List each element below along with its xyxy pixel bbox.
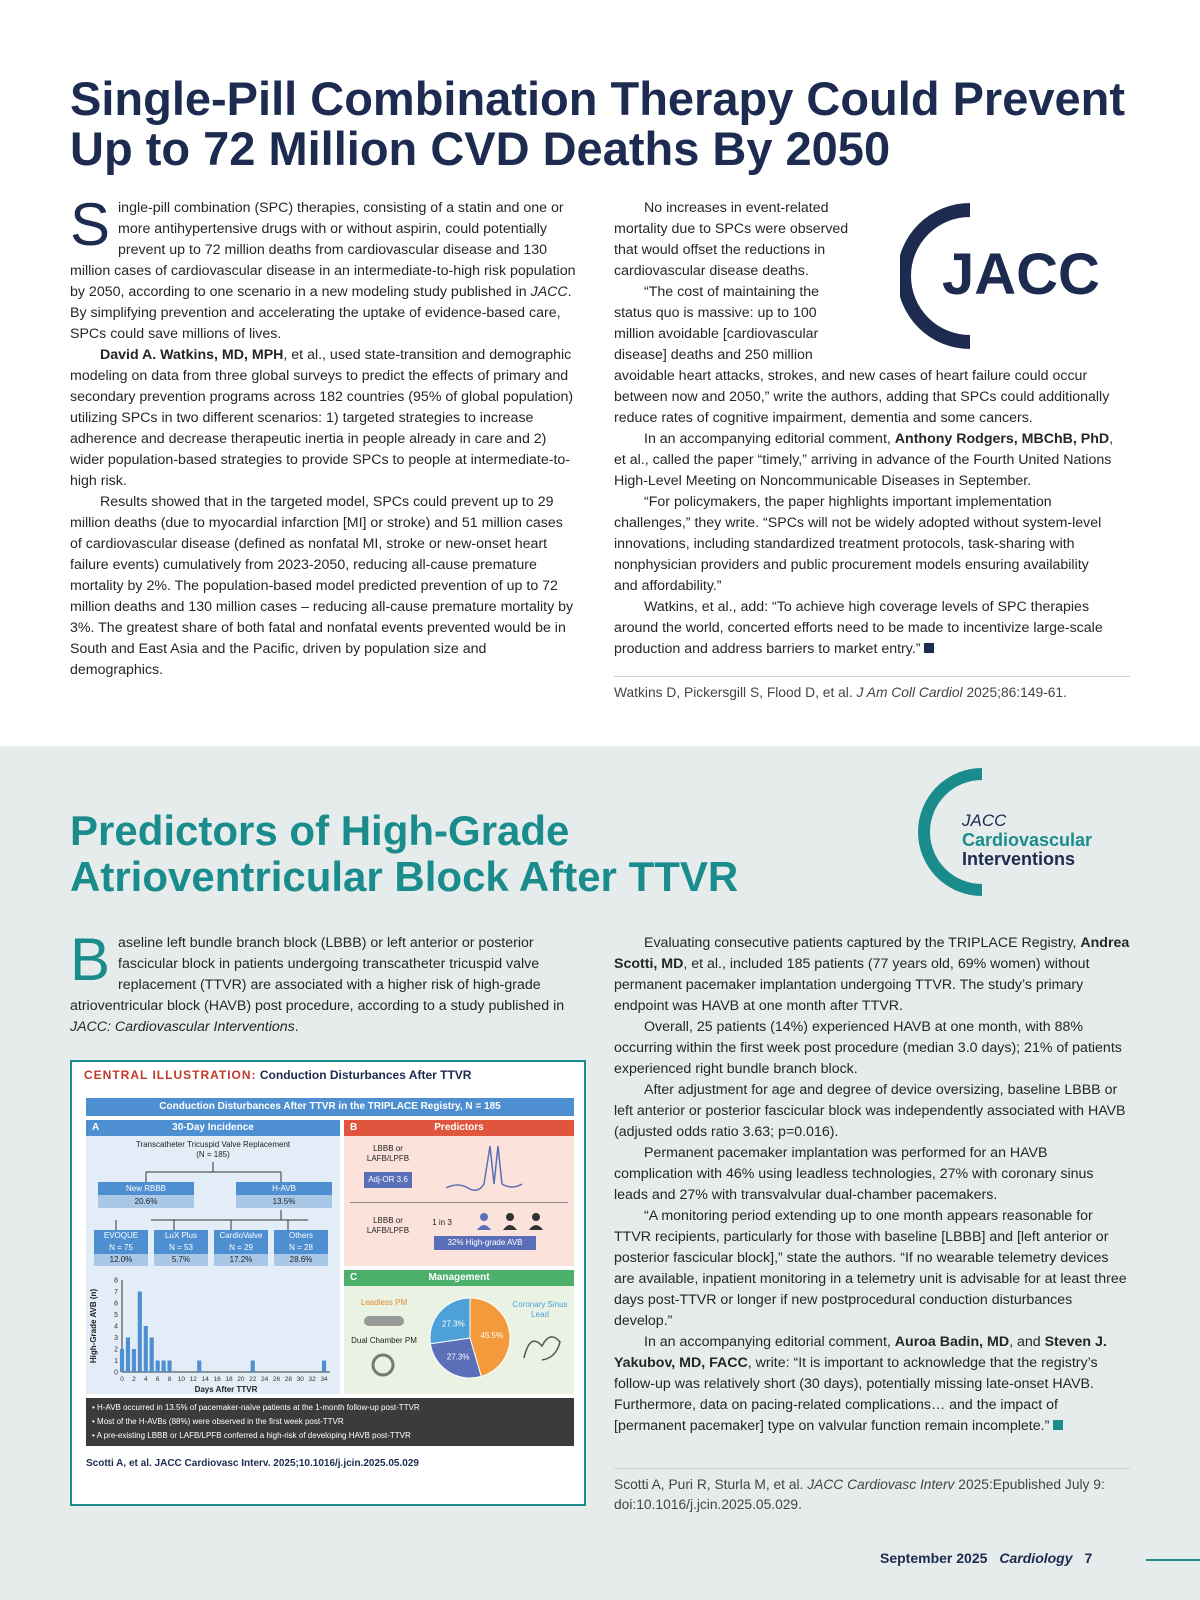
page-number: 7	[1084, 1550, 1093, 1566]
dual-chamber-pacemaker-icon	[368, 1350, 398, 1380]
issue-date: September 2025	[880, 1550, 988, 1566]
x-tick-label: 14	[201, 1376, 209, 1383]
x-tick-label: 6	[155, 1376, 160, 1383]
panel-letter: B	[350, 1122, 358, 1133]
summary-bullet: • H-AVB occurred in 13.5% of pacemaker-naïve patients at the 1-month follow-up post-TTVR	[92, 1403, 420, 1412]
logo-spacer	[854, 198, 1116, 358]
panel-c	[344, 1270, 574, 1394]
page-footer	[880, 1550, 1092, 1566]
paragraph: , et al., used state-transition and demographic modeling on data from three global surveys to predict the effects of primary and secondary prevention programs across 182 countries (95% of global population) utilizing SPCs in two different scenarios: 1) targeted strategies to increase adherence and decrease therapeutic inertia in people already in care and 2) wider population-based strategies to provide SPCs to people at intermediate-to-high risk.	[70, 347, 574, 489]
y-tick-label: 1	[114, 1358, 118, 1365]
title-bold-part: Single-Pill Combination Therapy	[70, 72, 794, 125]
x-tick-label: 0	[120, 1376, 124, 1383]
x-tick-label: 4	[143, 1376, 148, 1383]
x-tick-label: 22	[249, 1376, 257, 1383]
paragraph: Watkins, et al., add: “To achieve high coverage levels of SPC therapies around the world, concerted efforts need to be made to incentivize large-scale production and address barriers to market entry.”	[614, 599, 1103, 657]
x-tick-label: 16	[213, 1376, 221, 1383]
illustration-title-text: Conduction Disturbances After TTVR	[256, 1068, 472, 1082]
footer-rule	[1146, 1559, 1200, 1561]
device-name: EVOQUE	[94, 1230, 148, 1242]
device-name: CardioValve	[214, 1230, 268, 1242]
citation-journal: JACC Cardiovasc Interv	[807, 1477, 955, 1492]
author-name: Andrea Scotti, MD	[614, 935, 1130, 972]
root-node: Transcatheter Tricuspid Valve Replacement	[135, 1140, 291, 1149]
journal-name: JACC	[530, 284, 568, 300]
jacc-logo-text: JACC	[942, 242, 1100, 307]
y-tick-label: 3	[114, 1335, 118, 1342]
device-rate: 5.7%	[171, 1255, 191, 1264]
article-2-right-column	[614, 933, 1130, 1437]
article-2-intro	[70, 926, 586, 1038]
panel-title: Predictors	[434, 1122, 484, 1133]
pie-label: 27.3%	[446, 1352, 470, 1362]
panel-title: 30-Day Incidence	[172, 1122, 254, 1133]
x-tick-label: 30	[296, 1376, 304, 1383]
panel-b	[344, 1120, 574, 1266]
illustration-banner: Conduction Disturbances After TTVR in the TRIPLACE Registry, N = 185	[86, 1098, 574, 1116]
havb-node	[236, 1182, 332, 1208]
magazine-name: Cardiology	[999, 1550, 1073, 1566]
panel-letter: A	[92, 1122, 100, 1133]
histogram-bar	[132, 1349, 136, 1372]
x-tick-label: 2	[132, 1376, 136, 1383]
paragraph: Results showed that in the targeted model, SPCs could prevent up to 29 million deaths (due to myocardial infarction [MI] or stroke) and 51 million cases of cardiovascular disease (defined as nonfatal MI, stroke or new-onset heart failure events) cumulatively from 2023-2050, reducing all-cause premature mortality by 2%. The population-based model predicted prevention of up to 72 million deaths and 130 million cases – reducing all-cause premature mortality by 3%. The greatest share of both fatal and nonfatal events prevented would be in South and East Asia and the Pacific, driven by population size and demographics.	[70, 494, 574, 678]
central-illustration	[70, 1060, 586, 1506]
paragraph: Overall, 25 patients (14%) experienced HAVB at one month, with 88% occurring within the first week post procedure (median 3.0 days); 21% of patients experienced right bundle branch block.	[614, 1019, 1122, 1077]
histogram-bar	[251, 1361, 255, 1373]
pie-label: 27.3%	[442, 1319, 465, 1329]
article-1-right-column	[614, 198, 1116, 660]
x-axis-label: Days After TTVR	[194, 1385, 258, 1394]
journal-name: JACC: Cardiovascular Interventions	[70, 1019, 295, 1035]
article-1-left-column	[70, 191, 578, 681]
device-node	[214, 1230, 268, 1266]
logo-line-3: Interventions	[962, 849, 1076, 869]
x-tick-label: 12	[189, 1376, 197, 1383]
coronary-sinus-lead-label: Coronary Sinus Lead	[512, 1300, 568, 1319]
device-n: N = 75	[94, 1242, 148, 1254]
pacemaker-type-pie-chart	[424, 1292, 516, 1384]
histogram-bar	[156, 1361, 160, 1373]
jacc-cardiovascular-interventions-logo	[910, 766, 1130, 896]
histogram-bar	[144, 1326, 148, 1372]
x-tick-label: 28	[284, 1376, 293, 1383]
x-tick-label: 18	[225, 1376, 233, 1383]
panel-title: Management	[428, 1272, 490, 1283]
device-n: N = 29	[214, 1242, 268, 1254]
histogram-bar	[322, 1361, 326, 1373]
author-name: David A. Watkins, MD, MPH	[100, 347, 284, 363]
ecg-trace-icon	[444, 1144, 524, 1194]
paragraph: “For policymakers, the paper highlights important implementation challenges,” they write. “SPCs will not be widely adopted without system-level innovations, including standardized treatment protocols, task-sharing with nonphysician providers and public procurement models ensuring availability and affordability.”	[614, 494, 1102, 594]
citation-journal: J Am Coll Cardiol	[856, 685, 963, 700]
ratio-label: 1 in 3	[432, 1218, 452, 1227]
paragraph: No increases in event-related mortality due to SPCs were observed that would offset the reductions in cardiovascular disease deaths.	[614, 200, 849, 279]
divider	[350, 1202, 568, 1203]
patients-icon	[474, 1212, 554, 1232]
paragraph: , et al., called the paper “timely,” arriving in advance of the Fourth United Nations High-Level Meeting on Noncommunicable Diseases in September.	[614, 431, 1114, 489]
panel-c-header	[344, 1270, 574, 1286]
author-name: Steven J. Yakubov, MD, FACC	[614, 1334, 1107, 1371]
panel-a	[86, 1120, 340, 1394]
high-grade-avb-badge: 32% High-grade AVB	[434, 1236, 536, 1250]
paragraph: , et al., included 185 patients (77 years old, 69% women) without permanent pacemaker implantation undergoing TTVR. The study’s primary endpoint was HAVB at one month after TTVR.	[614, 956, 1090, 1014]
adjusted-odds-ratio-badge: Adj-OR 3.6	[364, 1172, 412, 1188]
logo-line-2: Cardiovascular	[962, 830, 1093, 850]
y-tick-label: 5	[114, 1312, 118, 1319]
paragraph: In an accompanying editorial comment,	[644, 1334, 895, 1350]
y-axis-label: High-Grade AVB (n)	[89, 1288, 98, 1364]
new-rbbb-node	[98, 1182, 194, 1208]
article-2-title: Predictors of High-Grade Atrioventricular Block After TTVR	[70, 807, 739, 900]
x-tick-label: 10	[177, 1376, 186, 1383]
summary-bullet: • A pre-existing LBBB or LAFB/LPFB conferred a high-risk of developing HAVB post-TTVR	[92, 1431, 411, 1440]
y-tick-label: 2	[114, 1346, 118, 1354]
paragraph: , and	[1009, 1334, 1045, 1350]
pie-label: 45.5%	[480, 1330, 504, 1340]
paragraph: .	[294, 1019, 299, 1035]
paragraph: ingle-pill combination (SPC) therapies, consisting of a statin and one or more antihypertensive drugs with or without aspirin, could potentially prevent up to 72 million deaths from cardiovascular disease and 130 million cases of cardiovascular disease in an intermediate-to-high risk population by 2050, according to one scenario in a new modeling study published in	[70, 200, 576, 300]
author-name: Anthony Rodgers, MBChB, PhD	[894, 431, 1110, 447]
dropcap: B	[70, 926, 111, 993]
article-1-citation	[614, 676, 1130, 703]
leadless-pacemaker-icon	[362, 1312, 412, 1330]
x-tick-label: 32	[308, 1376, 316, 1383]
article-2-citation	[614, 1468, 1130, 1515]
device-node	[154, 1230, 208, 1266]
device-rate: 28.6%	[289, 1255, 313, 1264]
panel-b-header	[344, 1120, 574, 1136]
device-name: Others	[274, 1230, 328, 1242]
device-n: N = 28	[274, 1242, 328, 1254]
title-rest-part: Could Prevent Up to 72 Million CVD Deaths By 2050	[70, 72, 1126, 175]
histogram-bar	[126, 1338, 130, 1373]
root-n: (N = 185)	[196, 1150, 230, 1159]
article-1-title	[70, 74, 1130, 174]
citation-text: Watkins D, Pickersgill S, Flood D, et al.	[614, 685, 857, 700]
paragraph: Evaluating consecutive patients captured by the TRIPLACE Registry,	[644, 935, 1081, 951]
illustration-title-label: CENTRAL ILLUSTRATION:	[84, 1068, 257, 1082]
node-label: H-AVB	[236, 1182, 332, 1195]
predictor-label: LBBB or LAFB/LPFB	[366, 1144, 410, 1163]
dual-chamber-pm-label: Dual Chamber PM	[351, 1336, 417, 1345]
device-rate: 17.2%	[229, 1255, 253, 1264]
panel-letter: C	[350, 1272, 358, 1283]
histogram-bar	[150, 1338, 154, 1373]
y-tick-label: 4	[114, 1323, 118, 1331]
x-tick-label: 8	[167, 1376, 172, 1383]
x-tick-label: 20	[237, 1376, 245, 1383]
summary-bullet: • Most of the H-AVBs (88%) were observed in the first week post-TTVR	[92, 1417, 344, 1426]
y-tick-label: 0	[114, 1369, 118, 1377]
histogram-bar	[197, 1361, 201, 1373]
histogram-bar	[138, 1292, 142, 1373]
x-tick-label: 26	[272, 1376, 281, 1383]
device-rate: 12.0%	[109, 1255, 133, 1264]
dropcap: S	[70, 191, 111, 258]
paragraph: After adjustment for age and degree of device oversizing, baseline LBBB or left anterior or posterior fascicular block was independently associated with HAVB (adjusted odds ratio 3.63; p=0.016).	[614, 1082, 1126, 1140]
x-tick-label: 24	[261, 1376, 269, 1383]
device-node	[94, 1230, 148, 1266]
histogram-bar	[162, 1361, 166, 1373]
paragraph: “A monitoring period extending up to one month appears reasonable for TTVR recipients, particularly for those with baseline [LBBB] and [left anterior or posterior fascicular block],” state the authors. “If no wearable telemetry devices are available, inpatient monitoring in a telemetry unit is advisable for at least three days post-TTVR or longer if new postprocedural conduction disturbances develop.”	[614, 1208, 1127, 1329]
citation-text: 2025;86:149-61.	[962, 685, 1067, 700]
x-tick-label: 34	[320, 1376, 328, 1383]
y-tick-label: 6	[114, 1300, 118, 1308]
high-grade-avb-histogram	[86, 1270, 340, 1394]
end-mark-icon	[924, 643, 934, 653]
end-mark-icon	[1053, 1420, 1063, 1430]
y-tick-label: 8	[114, 1277, 118, 1285]
paragraph: “The cost of maintaining the status quo is massive: up to 100 million avoidable [cardiovascular disease] deaths and 250 million avoidable heart attacks, strokes, and new cases of heart failure could occur between now and 2050,” write the authors, adding that SPCs could additionally reduce rates of cognitive impairment, dementia and some cancers.	[614, 284, 1110, 426]
node-value: 20.6%	[134, 1197, 158, 1206]
predictor-label: LBBB or LAFB/LPFB	[366, 1216, 410, 1235]
node-label: New RBBB	[98, 1182, 194, 1195]
leadless-pm-label: Leadless PM	[360, 1298, 408, 1307]
paragraph: . By simplifying prevention and accelerating the uptake of evidence-based care, SPCs could save millions of lives.	[70, 284, 572, 342]
illustration-summary	[86, 1398, 574, 1446]
y-tick-label: 7	[114, 1289, 118, 1296]
paragraph: In an accompanying editorial comment,	[644, 431, 895, 447]
paragraph: aseline left bundle branch block (LBBB) or left anterior or posterior fascicular block in patients undergoing transcatheter tricuspid valve replacement (TTVR) are associated with a higher risk of high-grade atrioventricular block (HAVB) post procedure, according to a study published in	[70, 935, 565, 1014]
histogram-bar	[120, 1349, 124, 1372]
illustration-title	[84, 1068, 471, 1082]
citation-text: Scotti A, Puri R, Sturla M, et al.	[614, 1477, 808, 1492]
node-value: 13.5%	[272, 1197, 296, 1206]
illustration-reference: Scotti A, et al. JACC Cardiovasc Interv. 2025;10.1016/j.jcin.2025.05.029	[86, 1458, 419, 1469]
device-name: LuX Plus	[154, 1230, 208, 1242]
logo-line-1: JACC	[962, 811, 1007, 830]
author-name: Auroa Badin, MD	[894, 1334, 1010, 1350]
paragraph: , write: “It is important to acknowledge that the registry’s follow-up was relatively short (30 days), potentially missing late-onset HAVB. Furthermore, data on pacing-related complications… and the impact of [permanent pacemaker] type on valvular function remain incomplete.”	[614, 1355, 1098, 1434]
paragraph: Permanent pacemaker implantation was performed for an HAVB complication with 46% using leadless technologies, 27% with coronary sinus leads and 27% with transvalvular dual-chamber pacemakers.	[614, 1145, 1094, 1203]
device-n: N = 53	[154, 1242, 208, 1254]
heart-leads-icon	[520, 1328, 564, 1364]
histogram-bar	[167, 1361, 171, 1373]
citation-text: 2025:Epublished July 9: doi:10.1016/j.jcin.2025.05.029.	[614, 1477, 1105, 1512]
device-node	[274, 1230, 328, 1266]
